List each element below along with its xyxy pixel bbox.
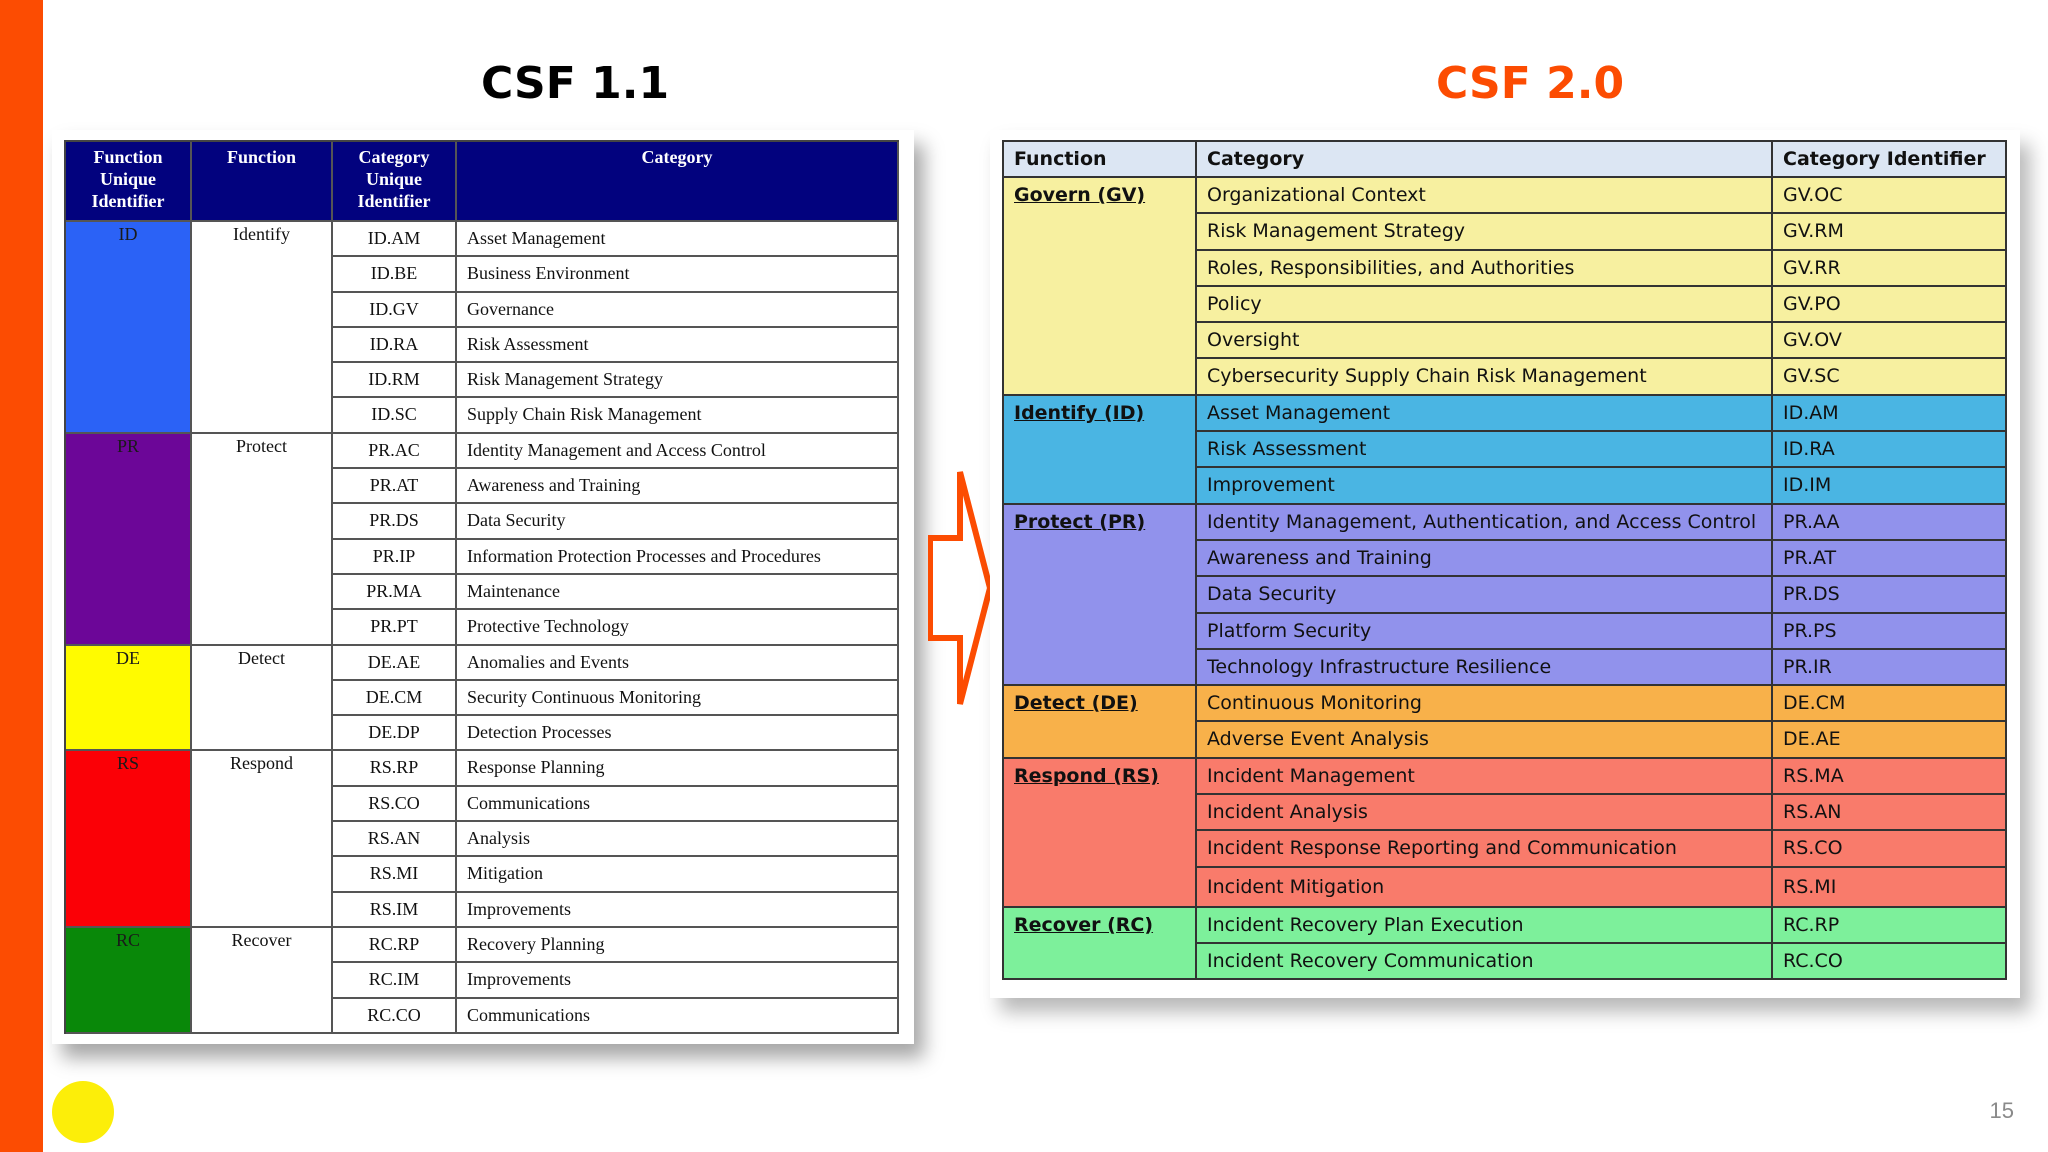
category-cell: Communications	[457, 999, 899, 1034]
title-csf-2-0: CSF 2.0	[1435, 58, 1625, 109]
category-id-cell: RC.CO	[1773, 944, 2007, 980]
function-identify: Identify (ID)	[1004, 396, 1197, 505]
header-category: Category	[1197, 142, 1773, 178]
category-id-cell: RS.AN	[1773, 795, 2007, 831]
category-id-cell: RS.CO	[333, 787, 457, 822]
category-id-cell: ID.GV	[333, 293, 457, 328]
category-id-cell: ID.SC	[333, 398, 457, 433]
category-cell: Roles, Responsibilities, and Authorities	[1197, 251, 1773, 287]
function-govern: Govern (GV)	[1004, 178, 1197, 396]
category-id-cell: ID.AM	[1773, 396, 2007, 432]
category-cell: Governance	[457, 293, 899, 328]
category-cell: Maintenance	[457, 575, 899, 610]
category-id-cell: RS.MA	[1773, 759, 2007, 795]
category-cell: Recovery Planning	[457, 928, 899, 963]
category-id-cell: DE.DP	[333, 716, 457, 751]
category-id-cell: PR.IR	[1773, 650, 2007, 686]
category-id-cell: RS.RP	[333, 751, 457, 786]
category-id-cell: PR.AT	[1773, 541, 2007, 577]
category-cell: Communications	[457, 787, 899, 822]
category-id-cell: ID.RM	[333, 363, 457, 398]
category-cell: Asset Management	[457, 222, 899, 257]
category-id-cell: RS.MI	[333, 857, 457, 892]
category-cell: Improvements	[457, 893, 899, 928]
category-id-cell: GV.SC	[1773, 359, 2007, 395]
category-id-cell: PR.AC	[333, 434, 457, 469]
category-id-cell: RS.IM	[333, 893, 457, 928]
category-cell: Security Continuous Monitoring	[457, 681, 899, 716]
category-id-cell: RC.CO	[333, 999, 457, 1034]
arrow-right-icon	[928, 470, 992, 706]
accent-side-bar	[0, 0, 43, 1152]
category-cell: Risk Assessment	[1197, 432, 1773, 468]
header-function: Function	[192, 142, 333, 222]
csf20-table	[1002, 140, 2007, 980]
category-id-cell: ID.BE	[333, 257, 457, 292]
header-category: Category	[457, 142, 899, 222]
category-id-cell: GV.RR	[1773, 251, 2007, 287]
category-id-cell: PR.AT	[333, 469, 457, 504]
category-id-cell: DE.CM	[1773, 686, 2007, 722]
csf20-table-card	[990, 130, 2020, 998]
category-id-cell: PR.DS	[333, 504, 457, 539]
category-id-cell: GV.RM	[1773, 214, 2007, 250]
page-number: 15	[1989, 1098, 2014, 1123]
category-id-cell: PR.PS	[1773, 614, 2007, 650]
category-cell: Risk Management Strategy	[457, 363, 899, 398]
category-id-cell: ID.RA	[333, 328, 457, 363]
category-id-cell: ID.RA	[1773, 432, 2007, 468]
csf11-table-card	[52, 130, 914, 1044]
category-cell: Mitigation	[457, 857, 899, 892]
category-cell: Analysis	[457, 822, 899, 857]
function-name-cell: Detect	[192, 646, 333, 752]
category-cell: Identity Management and Access Control	[457, 434, 899, 469]
category-cell: Incident Mitigation	[1197, 868, 1773, 908]
category-cell: Cybersecurity Supply Chain Risk Management	[1197, 359, 1773, 395]
category-id-cell: GV.OC	[1773, 178, 2007, 214]
decorative-dot	[52, 1081, 114, 1143]
function-id-cell: RS	[66, 751, 192, 927]
category-id-cell: RS.AN	[333, 822, 457, 857]
category-cell: Protective Technology	[457, 610, 899, 645]
function-respond: Respond (RS)	[1004, 759, 1197, 908]
category-id-cell: DE.AE	[333, 646, 457, 681]
category-cell: Incident Recovery Communication	[1197, 944, 1773, 980]
category-cell: Incident Response Reporting and Communication	[1197, 831, 1773, 867]
category-cell: Platform Security	[1197, 614, 1773, 650]
function-id-cell: PR	[66, 434, 192, 646]
category-id-cell: RC.RP	[333, 928, 457, 963]
category-id-cell: PR.MA	[333, 575, 457, 610]
category-cell: Incident Management	[1197, 759, 1773, 795]
category-id-cell: PR.PT	[333, 610, 457, 645]
function-detect: Detect (DE)	[1004, 686, 1197, 759]
title-csf-1-1: CSF 1.1	[480, 58, 670, 109]
function-name-cell: Protect	[192, 434, 333, 646]
category-id-cell: DE.CM	[333, 681, 457, 716]
category-id-cell: RS.MI	[1773, 868, 2007, 908]
header-category-identifier: Category Identifier	[1773, 142, 2007, 178]
category-id-cell: PR.DS	[1773, 577, 2007, 613]
category-cell: Response Planning	[457, 751, 899, 786]
category-cell: Risk Assessment	[457, 328, 899, 363]
function-name-cell: Identify	[192, 222, 333, 434]
function-name-cell: Respond	[192, 751, 333, 927]
category-cell: Detection Processes	[457, 716, 899, 751]
header-function-unique-identifier: Function Unique Identifier	[66, 142, 192, 222]
header-category-unique-identifier: Category Unique Identifier	[333, 142, 457, 222]
category-cell: Anomalies and Events	[457, 646, 899, 681]
category-id-cell: ID.IM	[1773, 468, 2007, 504]
category-cell: Awareness and Training	[1197, 541, 1773, 577]
category-id-cell: RC.RP	[1773, 908, 2007, 944]
function-name-cell: Recover	[192, 928, 333, 1034]
function-id-cell: RC	[66, 928, 192, 1034]
category-cell: Information Protection Processes and Procedures	[457, 540, 899, 575]
category-cell: Supply Chain Risk Management	[457, 398, 899, 433]
category-cell: Awareness and Training	[457, 469, 899, 504]
function-protect: Protect (PR)	[1004, 505, 1197, 686]
category-id-cell: RS.CO	[1773, 831, 2007, 867]
category-cell: Improvements	[457, 963, 899, 998]
function-recover: Recover (RC)	[1004, 908, 1197, 981]
function-id-cell: ID	[66, 222, 192, 434]
category-cell: Improvement	[1197, 468, 1773, 504]
category-cell: Oversight	[1197, 323, 1773, 359]
header-function: Function	[1004, 142, 1197, 178]
category-cell: Incident Analysis	[1197, 795, 1773, 831]
category-cell: Data Security	[1197, 577, 1773, 613]
category-cell: Organizational Context	[1197, 178, 1773, 214]
category-id-cell: ID.AM	[333, 222, 457, 257]
category-cell: Policy	[1197, 287, 1773, 323]
category-cell: Data Security	[457, 504, 899, 539]
category-id-cell: PR.IP	[333, 540, 457, 575]
category-id-cell: DE.AE	[1773, 722, 2007, 758]
category-id-cell: PR.AA	[1773, 505, 2007, 541]
csf11-table	[64, 140, 899, 1034]
category-cell: Incident Recovery Plan Execution	[1197, 908, 1773, 944]
category-cell: Risk Management Strategy	[1197, 214, 1773, 250]
category-cell: Continuous Monitoring	[1197, 686, 1773, 722]
category-cell: Asset Management	[1197, 396, 1773, 432]
category-cell: Adverse Event Analysis	[1197, 722, 1773, 758]
category-id-cell: GV.PO	[1773, 287, 2007, 323]
category-cell: Technology Infrastructure Resilience	[1197, 650, 1773, 686]
category-id-cell: GV.OV	[1773, 323, 2007, 359]
category-cell: Business Environment	[457, 257, 899, 292]
category-id-cell: RC.IM	[333, 963, 457, 998]
category-cell: Identity Management, Authentication, and Access Control	[1197, 505, 1773, 541]
function-id-cell: DE	[66, 646, 192, 752]
